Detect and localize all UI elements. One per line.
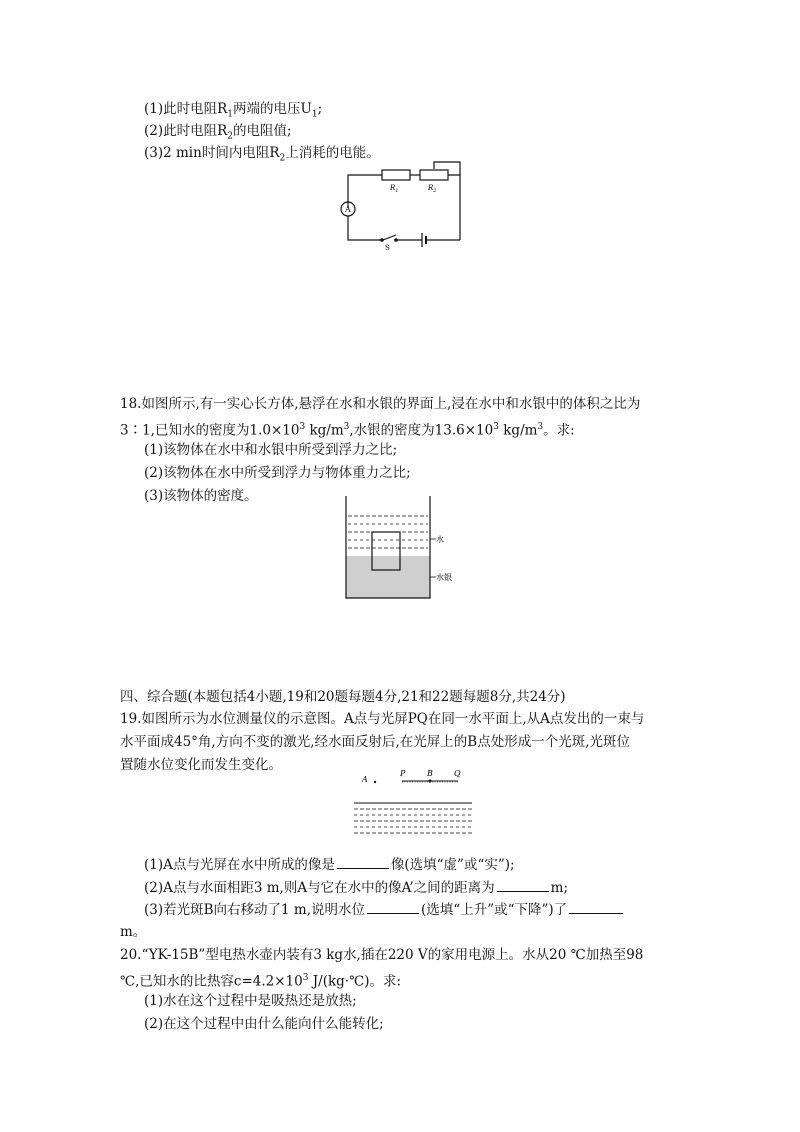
q19-stem-line3: 置随水位变化而发生变化。: [120, 757, 282, 773]
q20-sub1: (1)水在这个过程中是吸热还是放热;: [144, 993, 357, 1009]
q17-part2: (2)此时电阻$R_2$的电阻值;: [144, 123, 292, 142]
water-level-figure: [350, 764, 480, 844]
circuit-diagram: [330, 158, 470, 250]
water-body: [354, 809, 472, 833]
point-p-label: P: [400, 769, 406, 778]
container-figure: [340, 494, 480, 604]
point-a-label: A: [362, 775, 368, 784]
section4-heading: 四、综合题(本题包括4小题,19和20题每题4分,21和22题每题8分,共24分): [120, 689, 566, 705]
mercury-label: 水银: [436, 573, 452, 582]
ammeter-label: A: [345, 205, 351, 214]
q18-stem-line2: 3∶1,已知水的密度为$1.0\times 10^3$ $kg/m^3$,水银的密度为$13.6\times 10^3$ $kg/m^3$。求:: [120, 422, 575, 439]
switch-label: S: [385, 244, 390, 250]
mercury-layer: [346, 556, 430, 598]
q19-sub3: (3)若光斑B向右移动了1 m,说明水位 (选填“上升”或“下降”)了: [144, 901, 625, 919]
point-q-label: Q: [454, 769, 461, 778]
q19-blank2[interactable]: [497, 879, 549, 892]
resistor-r1: [382, 170, 410, 180]
q17-part3: (3)2 min时间内电阻$R_2$上消耗的电能。: [144, 145, 380, 164]
q19-sub2: (2)A点与水面相距3 m,则A与它在水中的像A’之间的距离为 m;: [144, 880, 569, 896]
resistor-r2: [420, 170, 448, 180]
q19-blank3[interactable]: [367, 901, 419, 914]
water-label: 水: [436, 535, 444, 544]
q20-stem-line1: 20.“YK-15B”型电热水壶内装有3 kg水,插在220 V的家用电源上。水从20 ℃加热至98: [120, 947, 644, 963]
q20-stem-line2: ℃,已知水的比热容$c=4.2\times 10^3$ J/(kg·℃)。求:: [120, 973, 402, 990]
q18-sub3: (3)该物体的密度。: [144, 488, 258, 504]
q18-sub2: (2)该物体在水中所受到浮力与物体重力之比;: [144, 465, 411, 481]
point-b-label: B: [427, 769, 433, 778]
q19-stem-line1: 19.如图所示为水位测量仪的示意图。A点与光屏PQ在同一水平面上,从A点发出的一束与: [120, 711, 645, 727]
r2-label: $R_2$: [428, 184, 437, 194]
q19-stem-line2: 水平面成45°角,方向不变的激光,经水面反射后,在光屏上的B点处形成一个光斑,光斑位: [120, 734, 631, 750]
q19-blank4[interactable]: [569, 901, 623, 914]
q18-sub1: (1)该物体在水中和水银中所受到浮力之比;: [144, 442, 398, 458]
r1-label: $R_1$: [390, 184, 399, 194]
q19-sub3-end: m。: [120, 924, 147, 940]
q17-part1: (1)此时电阻$R_1$两端的电压$U_1$;: [144, 101, 323, 120]
q19-sub1: (1)A点与光屏在水中所成的像是 像(选填“虚”或“实”);: [144, 857, 515, 873]
q19-blank1[interactable]: [337, 856, 389, 869]
q20-sub2: (2)在这个过程中由什么能向什么能转化;: [144, 1016, 384, 1032]
q18-stem-line1: 18.如图所示,有一实心长方体,悬浮在水和水银的界面上,浸在水中和水银中的体积之比为: [120, 396, 641, 412]
